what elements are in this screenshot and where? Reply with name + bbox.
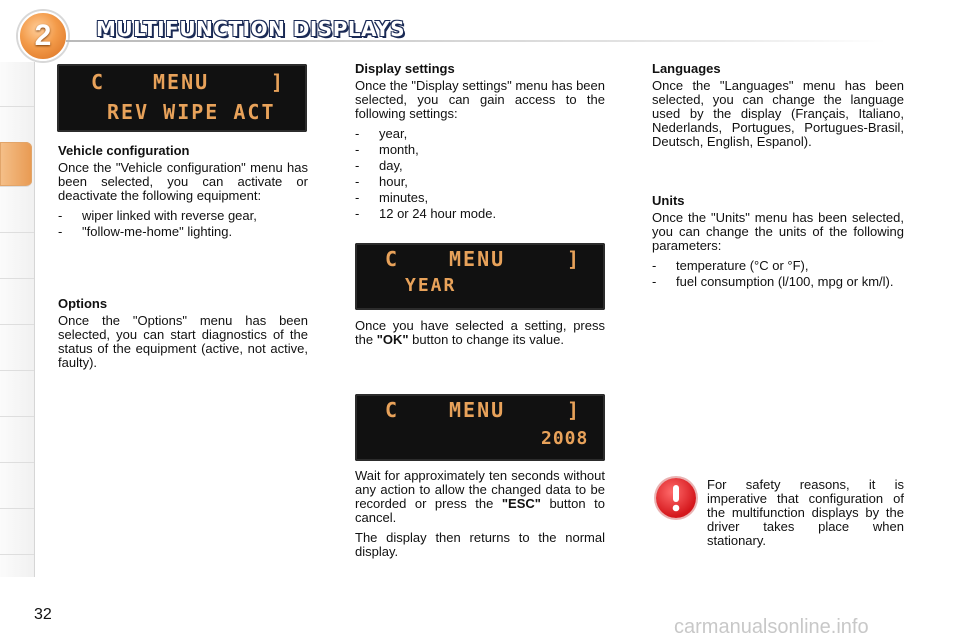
chapter-tab-8[interactable] <box>0 418 34 463</box>
chapter-tabs <box>0 62 35 577</box>
languages-heading: Languages <box>652 61 721 76</box>
lcd-bracket-right: ] <box>567 398 582 422</box>
vehicle-config-section <box>58 144 308 241</box>
lcd-menu-label: MENU <box>449 247 506 271</box>
chapter-tab-7[interactable] <box>0 372 34 417</box>
list-item: - hour, <box>355 174 408 189</box>
options-body: Once the "Options" menu has been selected, you can start diagnostics of the status of the equipment (active, not active, faulty). <box>58 313 308 370</box>
display-settings-heading: Display settings <box>355 61 455 76</box>
list-item: - "follow-me-home" lighting. <box>58 224 233 239</box>
lcd-bracket-right: ] <box>567 247 582 271</box>
units-body: Once the "Units" menu has been selected, you can change the units of the following parameters: <box>652 210 904 253</box>
lcd-menu-label: MENU <box>449 398 506 422</box>
watermark: carmanualsonline.info <box>674 616 869 638</box>
page-number: 32 <box>34 606 52 623</box>
lcd-bracket-right: ] <box>271 70 286 94</box>
lcd-menu-label: MENU <box>153 70 210 94</box>
chapter-tab-6[interactable] <box>0 326 34 371</box>
chapter-tab-5[interactable] <box>0 280 34 325</box>
chapter-tab-10[interactable] <box>0 510 34 555</box>
lcd-display-year <box>355 243 605 310</box>
exclamation-icon <box>656 478 696 518</box>
options-heading: Options <box>58 296 108 311</box>
esc-instruction: Wait for approximately ten seconds without any action to allow the changed data to be recorded or press the "ESC" button to cancel. The display then returns to the normal display. <box>355 468 605 559</box>
lcd-value: REV WIPE ACT <box>107 100 276 124</box>
chapter-tab-1[interactable] <box>0 62 34 107</box>
safety-text: For safety reasons, it is imperative that configuration of the multifunction displays by the driver takes place when stationary. <box>707 477 904 548</box>
languages-section <box>652 62 904 155</box>
units-heading: Units <box>652 193 685 208</box>
lcd-value: YEAR <box>405 275 457 296</box>
list-item: - 12 or 24 hour mode. <box>355 206 497 221</box>
list-item: - month, <box>355 142 419 157</box>
lcd-bracket-left: C <box>385 398 400 422</box>
chapter-badge: 2 <box>18 11 68 61</box>
safety-note <box>707 478 904 554</box>
list-item: - day, <box>355 158 403 173</box>
units-section <box>652 194 904 291</box>
list-item: - year, <box>355 126 408 141</box>
vehicle-config-body: Once the "Vehicle configuration" menu has been selected, you can activate or deactivate the following equipment: <box>58 160 308 203</box>
list-item: - temperature (°C or °F), <box>652 258 809 273</box>
chapter-tab-4[interactable] <box>0 234 34 279</box>
chapter-tab-3[interactable] <box>0 188 34 233</box>
ok-instruction: Once you have selected a setting, press the "OK" button to change its value. <box>355 318 605 347</box>
lcd-bracket-left: C <box>385 247 400 271</box>
display-settings-body: Once the "Display settings" menu has been selected, you can gain access to the following settings: <box>355 78 605 121</box>
lcd-value: 2008 <box>541 428 589 449</box>
lcd-bracket-left: C <box>91 70 106 94</box>
list-item: - fuel consumption (l/100, mpg or km/l). <box>652 274 894 289</box>
vehicle-config-heading: Vehicle configuration <box>58 143 190 158</box>
esc-button-label: "ESC" <box>501 496 541 511</box>
return-text: The display then returns to the normal display. <box>355 530 605 559</box>
list-item: - wiper linked with reverse gear, <box>58 208 257 223</box>
options-section <box>58 297 308 376</box>
display-settings-section <box>355 62 605 223</box>
list-item: - minutes, <box>355 190 429 205</box>
page-title: MULTIFUNCTION DISPLAYS <box>96 17 406 41</box>
chapter-tab-2[interactable] <box>0 142 32 187</box>
chapter-tab-9[interactable] <box>0 464 34 509</box>
lcd-display-vehicle <box>57 64 307 132</box>
lcd-display-value <box>355 394 605 461</box>
ok-button-label: "OK" <box>376 332 409 347</box>
languages-body: Once the "Languages" menu has been selected, you can change the language used by the display (Français, Italiano, Nederlands, Portugues, Portugues-Brasil, Deutsch, English, Espanol). <box>652 78 904 149</box>
